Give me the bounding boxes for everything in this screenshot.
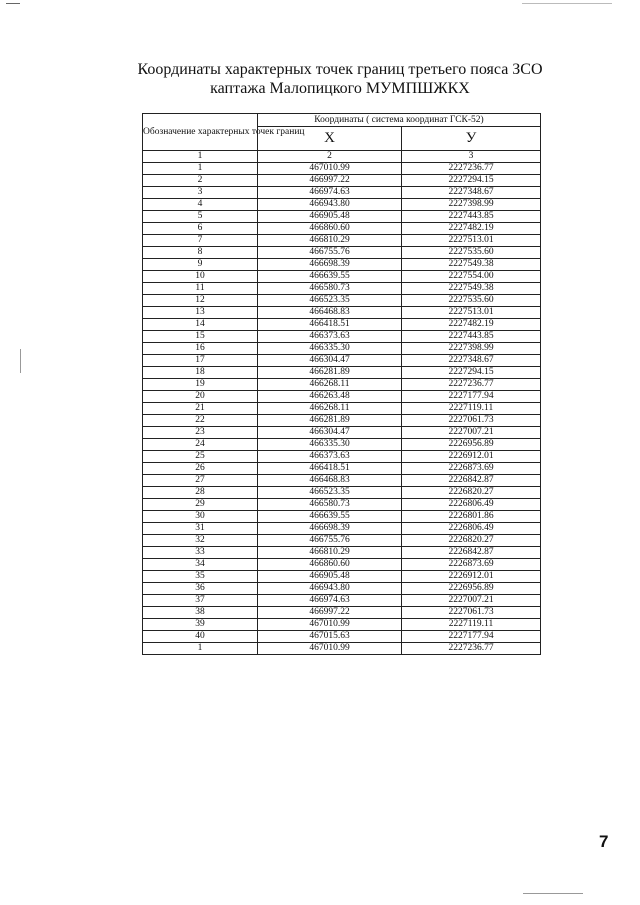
y-coordinate-cell: 2226956.89 bbox=[402, 438, 541, 450]
point-number-cell: 2 bbox=[143, 174, 258, 186]
point-number-cell: 34 bbox=[143, 558, 258, 570]
table-row bbox=[143, 222, 541, 234]
column-number: 2 bbox=[258, 151, 402, 163]
y-coordinate-cell: 2227549.38 bbox=[402, 282, 541, 294]
table-row bbox=[143, 270, 541, 282]
table-row bbox=[143, 306, 541, 318]
point-number-cell: 20 bbox=[143, 390, 258, 402]
table-row bbox=[143, 354, 541, 366]
x-coordinate-cell: 466281.89 bbox=[258, 366, 402, 378]
point-number-cell: 25 bbox=[143, 450, 258, 462]
header-x: X bbox=[258, 127, 402, 151]
table-row bbox=[143, 594, 541, 606]
y-coordinate-cell: 2227513.01 bbox=[402, 306, 541, 318]
title-line-1: Координаты характерных точек границ третьего пояса ЗСО bbox=[137, 61, 543, 78]
y-coordinate-cell: 2226912.01 bbox=[402, 450, 541, 462]
point-number-cell: 16 bbox=[143, 342, 258, 354]
point-number-cell: 30 bbox=[143, 510, 258, 522]
point-number-cell: 5 bbox=[143, 210, 258, 222]
table-row bbox=[143, 558, 541, 570]
y-coordinate-cell: 2227177.94 bbox=[402, 390, 541, 402]
x-coordinate-cell: 466943.80 bbox=[258, 198, 402, 210]
x-coordinate-cell: 466698.39 bbox=[258, 522, 402, 534]
table-row bbox=[143, 426, 541, 438]
table-row bbox=[143, 618, 541, 630]
x-coordinate-cell: 466418.51 bbox=[258, 462, 402, 474]
table-row bbox=[143, 534, 541, 546]
table-row bbox=[143, 462, 541, 474]
y-coordinate-cell: 2227554.00 bbox=[402, 270, 541, 282]
table-row bbox=[143, 198, 541, 210]
table-row bbox=[143, 234, 541, 246]
x-coordinate-cell: 466263.48 bbox=[258, 390, 402, 402]
y-coordinate-cell: 2227061.73 bbox=[402, 606, 541, 618]
x-coordinate-cell: 466810.29 bbox=[258, 546, 402, 558]
table-row bbox=[143, 486, 541, 498]
table-row bbox=[143, 318, 541, 330]
x-coordinate-cell: 466373.63 bbox=[258, 450, 402, 462]
table-row bbox=[143, 258, 541, 270]
point-number-cell: 28 bbox=[143, 486, 258, 498]
point-number-cell: 37 bbox=[143, 594, 258, 606]
x-coordinate-cell: 467010.99 bbox=[258, 642, 402, 654]
scan-mark bbox=[522, 3, 612, 4]
x-coordinate-cell: 466860.60 bbox=[258, 222, 402, 234]
point-number-cell: 31 bbox=[143, 522, 258, 534]
y-coordinate-cell: 2227007.21 bbox=[402, 426, 541, 438]
y-coordinate-cell: 2227007.21 bbox=[402, 594, 541, 606]
x-coordinate-cell: 466468.83 bbox=[258, 306, 402, 318]
x-coordinate-cell: 466418.51 bbox=[258, 318, 402, 330]
column-number: 1 bbox=[143, 151, 258, 163]
point-number-cell: 40 bbox=[143, 630, 258, 642]
point-number-cell: 39 bbox=[143, 618, 258, 630]
column-number: 3 bbox=[402, 151, 541, 163]
title-line-2: каптажа Малопицкого МУМПШЖКХ bbox=[210, 80, 470, 97]
table-row bbox=[143, 570, 541, 582]
y-coordinate-cell: 2226842.87 bbox=[402, 546, 541, 558]
x-coordinate-cell: 466639.55 bbox=[258, 270, 402, 282]
x-coordinate-cell: 466755.76 bbox=[258, 534, 402, 546]
x-coordinate-cell: 466523.35 bbox=[258, 294, 402, 306]
scan-mark bbox=[523, 893, 583, 894]
page-number: 7 bbox=[599, 832, 609, 851]
table-row bbox=[143, 474, 541, 486]
point-number-cell: 7 bbox=[143, 234, 258, 246]
point-number-cell: 9 bbox=[143, 258, 258, 270]
point-number-cell: 4 bbox=[143, 198, 258, 210]
y-coordinate-cell: 2227398.99 bbox=[402, 198, 541, 210]
y-coordinate-cell: 2227236.77 bbox=[402, 378, 541, 390]
x-coordinate-cell: 466860.60 bbox=[258, 558, 402, 570]
y-coordinate-cell: 2227549.38 bbox=[402, 258, 541, 270]
point-number-cell: 8 bbox=[143, 246, 258, 258]
x-coordinate-cell: 466523.35 bbox=[258, 486, 402, 498]
scan-mark bbox=[20, 349, 21, 373]
x-coordinate-cell: 466304.47 bbox=[258, 354, 402, 366]
x-coordinate-cell: 466639.55 bbox=[258, 510, 402, 522]
table-row bbox=[143, 246, 541, 258]
x-coordinate-cell: 467015.63 bbox=[258, 630, 402, 642]
y-coordinate-cell: 2227348.67 bbox=[402, 354, 541, 366]
point-number-cell: 24 bbox=[143, 438, 258, 450]
x-coordinate-cell: 466974.63 bbox=[258, 594, 402, 606]
table-row bbox=[143, 402, 541, 414]
y-coordinate-cell: 2227535.60 bbox=[402, 294, 541, 306]
x-coordinate-cell: 466580.73 bbox=[258, 498, 402, 510]
table-body bbox=[143, 162, 541, 654]
x-coordinate-cell: 466268.11 bbox=[258, 402, 402, 414]
point-number-cell: 36 bbox=[143, 582, 258, 594]
table-row bbox=[143, 378, 541, 390]
coordinates-table bbox=[142, 113, 541, 655]
table-row bbox=[143, 498, 541, 510]
y-coordinate-cell: 2227535.60 bbox=[402, 246, 541, 258]
x-coordinate-cell: 466997.22 bbox=[258, 174, 402, 186]
table-row bbox=[143, 282, 541, 294]
point-number-cell: 3 bbox=[143, 186, 258, 198]
table-row bbox=[143, 390, 541, 402]
x-coordinate-cell: 466905.48 bbox=[258, 210, 402, 222]
y-coordinate-cell: 2226873.69 bbox=[402, 462, 541, 474]
x-coordinate-cell: 466304.47 bbox=[258, 426, 402, 438]
y-coordinate-cell: 2227119.11 bbox=[402, 402, 541, 414]
y-coordinate-cell: 2227177.94 bbox=[402, 630, 541, 642]
table-row bbox=[143, 522, 541, 534]
point-number-cell: 11 bbox=[143, 282, 258, 294]
point-number-cell: 10 bbox=[143, 270, 258, 282]
table-row bbox=[143, 210, 541, 222]
point-number-cell: 13 bbox=[143, 306, 258, 318]
table-row bbox=[143, 582, 541, 594]
y-coordinate-cell: 2227482.19 bbox=[402, 318, 541, 330]
y-coordinate-cell: 2227061.73 bbox=[402, 414, 541, 426]
point-number-cell: 26 bbox=[143, 462, 258, 474]
point-number-cell: 27 bbox=[143, 474, 258, 486]
point-number-cell: 35 bbox=[143, 570, 258, 582]
point-number-cell: 21 bbox=[143, 402, 258, 414]
y-coordinate-cell: 2227482.19 bbox=[402, 222, 541, 234]
table-row bbox=[143, 174, 541, 186]
table-row bbox=[143, 450, 541, 462]
table-row bbox=[143, 606, 541, 618]
x-coordinate-cell: 466373.63 bbox=[258, 330, 402, 342]
x-coordinate-cell: 466268.11 bbox=[258, 378, 402, 390]
y-coordinate-cell: 2227236.77 bbox=[402, 162, 541, 174]
point-number-cell: 14 bbox=[143, 318, 258, 330]
x-coordinate-cell: 466335.30 bbox=[258, 342, 402, 354]
y-coordinate-cell: 2227294.15 bbox=[402, 174, 541, 186]
x-coordinate-cell: 466905.48 bbox=[258, 570, 402, 582]
point-number-cell: 23 bbox=[143, 426, 258, 438]
table-row bbox=[143, 642, 541, 654]
table-row bbox=[143, 342, 541, 354]
y-coordinate-cell: 2226912.01 bbox=[402, 570, 541, 582]
point-number-cell: 33 bbox=[143, 546, 258, 558]
x-coordinate-cell: 466755.76 bbox=[258, 246, 402, 258]
point-number-cell: 1 bbox=[143, 162, 258, 174]
point-number-cell: 1 bbox=[143, 642, 258, 654]
y-coordinate-cell: 2226820.27 bbox=[402, 486, 541, 498]
point-number-cell: 19 bbox=[143, 378, 258, 390]
y-coordinate-cell: 2226873.69 bbox=[402, 558, 541, 570]
point-number-cell: 18 bbox=[143, 366, 258, 378]
point-number-cell: 29 bbox=[143, 498, 258, 510]
point-number-cell: 38 bbox=[143, 606, 258, 618]
point-number-cell: 22 bbox=[143, 414, 258, 426]
x-coordinate-cell: 466997.22 bbox=[258, 606, 402, 618]
point-number-cell: 6 bbox=[143, 222, 258, 234]
x-coordinate-cell: 466698.39 bbox=[258, 258, 402, 270]
x-coordinate-cell: 467010.99 bbox=[258, 162, 402, 174]
table-row bbox=[143, 330, 541, 342]
column-number-row bbox=[143, 151, 541, 163]
y-coordinate-cell: 2226820.27 bbox=[402, 534, 541, 546]
x-coordinate-cell: 466335.30 bbox=[258, 438, 402, 450]
y-coordinate-cell: 2226806.49 bbox=[402, 498, 541, 510]
y-coordinate-cell: 2226956.89 bbox=[402, 582, 541, 594]
table-row bbox=[143, 366, 541, 378]
y-coordinate-cell: 2227513.01 bbox=[402, 234, 541, 246]
table-row bbox=[143, 630, 541, 642]
table-row bbox=[143, 294, 541, 306]
table-row bbox=[143, 162, 541, 174]
y-coordinate-cell: 2226806.49 bbox=[402, 522, 541, 534]
table-row bbox=[143, 414, 541, 426]
x-coordinate-cell: 466943.80 bbox=[258, 582, 402, 594]
y-coordinate-cell: 2227443.85 bbox=[402, 330, 541, 342]
x-coordinate-cell: 467010.99 bbox=[258, 618, 402, 630]
y-coordinate-cell: 2227294.15 bbox=[402, 366, 541, 378]
point-number-cell: 12 bbox=[143, 294, 258, 306]
y-coordinate-cell: 2227443.85 bbox=[402, 210, 541, 222]
header-y: У bbox=[402, 127, 541, 151]
y-coordinate-cell: 2226842.87 bbox=[402, 474, 541, 486]
table-row bbox=[143, 546, 541, 558]
scan-mark bbox=[6, 3, 20, 4]
x-coordinate-cell: 466810.29 bbox=[258, 234, 402, 246]
point-number-cell: 32 bbox=[143, 534, 258, 546]
y-coordinate-cell: 2227236.77 bbox=[402, 642, 541, 654]
x-coordinate-cell: 466468.83 bbox=[258, 474, 402, 486]
table-row bbox=[143, 186, 541, 198]
y-coordinate-cell: 2227119.11 bbox=[402, 618, 541, 630]
x-coordinate-cell: 466580.73 bbox=[258, 282, 402, 294]
header-coordinate-system: Координаты ( система координат ГСК-52) bbox=[258, 114, 541, 127]
point-number-cell: 15 bbox=[143, 330, 258, 342]
table-row bbox=[143, 438, 541, 450]
document-title bbox=[60, 60, 620, 98]
table-row bbox=[143, 510, 541, 522]
y-coordinate-cell: 2226801.86 bbox=[402, 510, 541, 522]
header-designation: Обозначение характерных точек границ bbox=[143, 114, 258, 151]
y-coordinate-cell: 2227348.67 bbox=[402, 186, 541, 198]
x-coordinate-cell: 466974.63 bbox=[258, 186, 402, 198]
y-coordinate-cell: 2227398.99 bbox=[402, 342, 541, 354]
x-coordinate-cell: 466281.89 bbox=[258, 414, 402, 426]
point-number-cell: 17 bbox=[143, 354, 258, 366]
